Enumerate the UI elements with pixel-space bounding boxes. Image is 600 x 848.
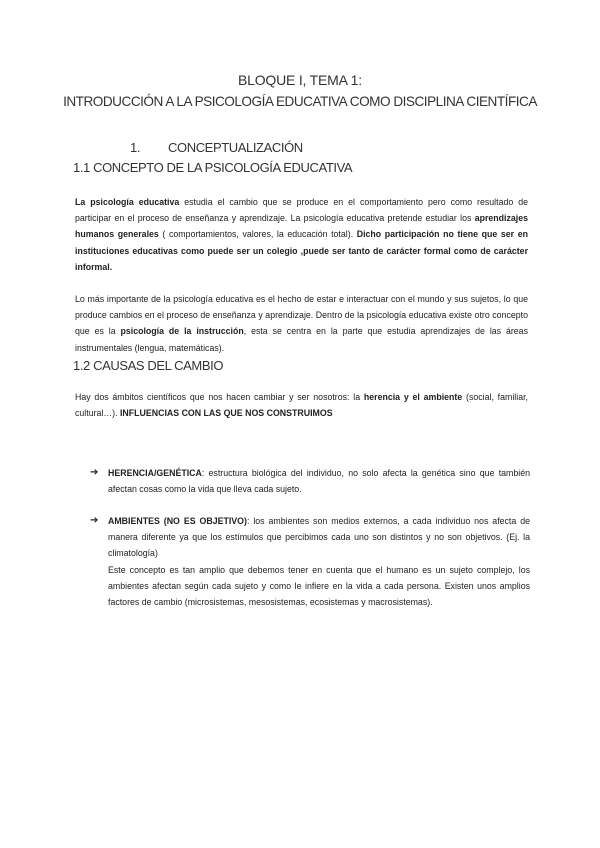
bullet-item-ambientes bbox=[90, 513, 530, 610]
paragraph-2: Lo más importante de la psicología educativa es el hecho de estar e interactuar con el mundo y sus sujetos, lo que produce cambios en el proceso de enseñanza y aprendizaje. Dentro de la psicología educativa existe otro concepto que es la psicología de la instrucción, esta se centra en la parte que estudia aprendizajes de las áreas instrumentales (lengua, matemáticas). bbox=[75, 294, 528, 353]
section-heading-1 bbox=[130, 140, 303, 155]
arrow-right-icon: ➔ bbox=[90, 467, 99, 478]
arrow-right-icon: ➔ bbox=[90, 515, 99, 526]
section-number: 1. bbox=[130, 140, 141, 155]
document-title-line1: BLOQUE I, TEMA 1: bbox=[238, 72, 362, 88]
subsection-heading-1-1: 1.1 CONCEPTO DE LA PSICOLOGÍA EDUCATIVA bbox=[73, 160, 353, 175]
bullet-item-herencia bbox=[90, 465, 530, 497]
bullet-text: HERENCIA/GENÉTICA: estructura biológica del individuo, no solo afecta la genética sino que también afectan cosas como la vida que lleva cada sujeto. bbox=[108, 468, 530, 495]
paragraph-1: La psicología educativa estudia el cambio que se produce en el comportamiento pero como resultado de participar en el proceso de enseñanza y aprendizaje. La psicología educativa pretende estudiar los aprendizajes humanos generales ( comportamientos, valores, la educación total). Dicho participación no tiene que ser en instituciones educativas como puede ser un colegio ,puede ser tanto de carácter formal como de carácter informal. bbox=[75, 197, 528, 272]
bullet-text-continuation: Este concepto es tan amplio que debemos tener en cuenta que el humano es un sujeto complejo, los ambientes afectan según cada sujeto y como le infiere en la vida a cada persona. Existen unos amplios factores de cambio (microsistemas, mesosistemas, ecosistemas y macrosistemas). bbox=[108, 564, 530, 608]
document-title-line2: INTRODUCCIÓN A LA PSICOLOGÍA EDUCATIVA COMO DISCIPLINA CIENTÍFICA bbox=[63, 94, 537, 109]
section-label: CONCEPTUALIZACIÓN bbox=[168, 140, 303, 155]
bullet-text: AMBIENTES (NO ES OBJETIVO): los ambientes son medios externos, a cada individuo nos afecta de manera diferente ya que los estímulos que percibimos cada uno son distintos y no son objetivos. (Ej. la climatología) bbox=[108, 516, 530, 559]
subsection-heading-1-2: 1.2 CAUSAS DEL CAMBIO bbox=[73, 358, 224, 373]
paragraph-3: Hay dos ámbitos científicos que nos hacen cambiar y ser nosotros: la herencia y el ambiente (social, familiar, cultural…). INFLUENCIAS CON LAS QUE NOS CONSTRUIMOS bbox=[75, 392, 528, 419]
